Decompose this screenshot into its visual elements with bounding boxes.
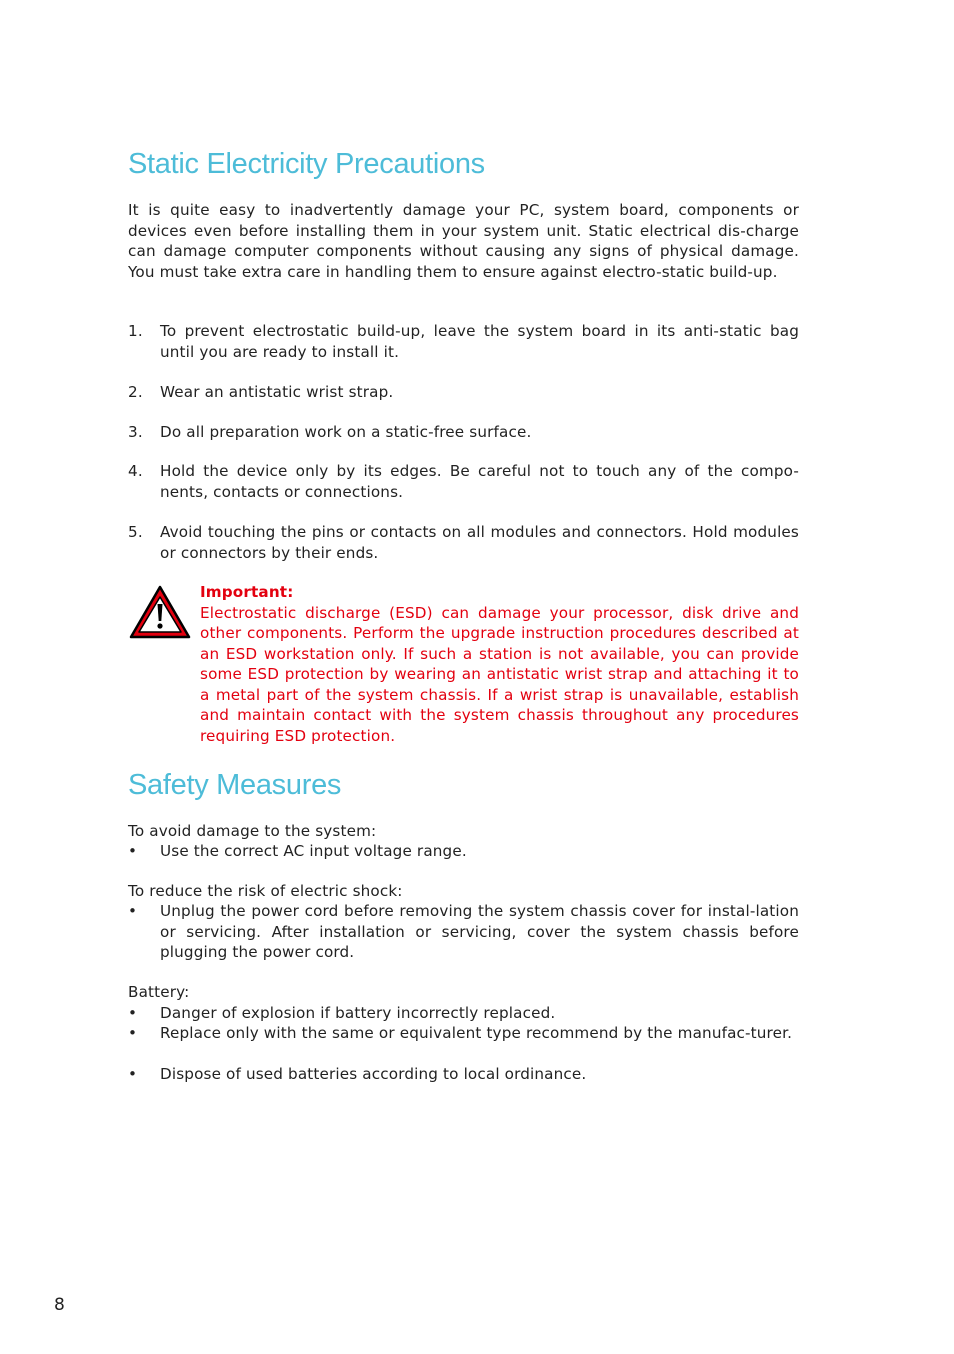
section-title-static-electricity: Static Electricity Precautions	[128, 148, 485, 180]
safety-group-intro-2: To reduce the risk of electric shock:	[128, 882, 403, 900]
warning-triangle-icon	[129, 585, 191, 639]
bullet-text: Replace only with the same or equivalent type recommend by the manufac-turer.	[160, 1024, 793, 1042]
item-number: 5.	[128, 523, 143, 541]
safety-group-intro-3: Battery:	[128, 983, 190, 1001]
item-number: 4.	[128, 462, 143, 480]
safety-bullet	[128, 1064, 799, 1085]
item-text: Wear an antistatic wrist strap.	[160, 383, 394, 401]
item-number: 3.	[128, 423, 143, 441]
item-text: To prevent electrostatic build-up, leave the system board in its anti-static bag until you are ready to install it.	[160, 322, 799, 361]
section-title-safety-measures: Safety Measures	[128, 769, 342, 801]
bullet-mark: •	[128, 1024, 138, 1042]
bullet-text: Danger of explosion if battery incorrectly replaced.	[160, 1004, 556, 1022]
safety-group-intro-1: To avoid damage to the system:	[128, 822, 377, 840]
bullet-text: Dispose of used batteries according to local ordinance.	[160, 1065, 587, 1083]
esd-warning-note	[200, 582, 799, 746]
safety-bullet	[128, 901, 799, 963]
precaution-item-3	[128, 422, 799, 443]
bullet-mark: •	[128, 1065, 138, 1083]
safety-bullet	[128, 841, 799, 862]
bullet-mark: •	[128, 1004, 138, 1022]
item-text: Hold the device only by its edges. Be careful not to touch any of the compo-nents, contacts or connections.	[160, 462, 799, 501]
safety-bullet	[128, 1023, 799, 1044]
item-number: 2.	[128, 383, 143, 401]
precaution-item-2	[128, 382, 799, 403]
warning-label: Important:	[200, 583, 294, 601]
safety-bullet	[128, 1003, 799, 1024]
precaution-item-5	[128, 522, 799, 563]
bullet-mark: •	[128, 842, 138, 860]
item-text: Do all preparation work on a static-free surface.	[160, 423, 532, 441]
item-number: 1.	[128, 322, 143, 340]
bullet-text: Use the correct AC input voltage range.	[160, 842, 467, 860]
bullet-text: Unplug the power cord before removing the system chassis cover for instal-lation or servicing. After installation or servicing, cover the system chassis before plugging the power cord.	[160, 902, 799, 961]
precaution-item-1	[128, 321, 799, 362]
item-text: Avoid touching the pins or contacts on all modules and connectors. Hold modules or connectors by their ends.	[160, 523, 799, 562]
warning-text: Electrostatic discharge (ESD) can damage your processor, disk drive and other components. Perform the upgrade instruction procedures described at an ESD workstation only. If such a station is not available, you can provide some ESD protection by wearing an antistatic wrist strap and attaching it to a metal part of the system chassis. If a wrist strap is unavailable, establish and maintain contact with the system chassis throughout any procedures requiring ESD protection.	[200, 603, 799, 745]
page-number: 8	[54, 1295, 65, 1315]
precaution-item-4	[128, 461, 799, 502]
bullet-mark: •	[128, 902, 138, 920]
static-intro-paragraph: It is quite easy to inadvertently damage your PC, system board, components or devices even before installing them in your system unit. Static electrical dis-charge can damage computer components without causing any signs of physical damage. You must take extra care in handling them to ensure against electro-static build-up.	[128, 201, 799, 281]
